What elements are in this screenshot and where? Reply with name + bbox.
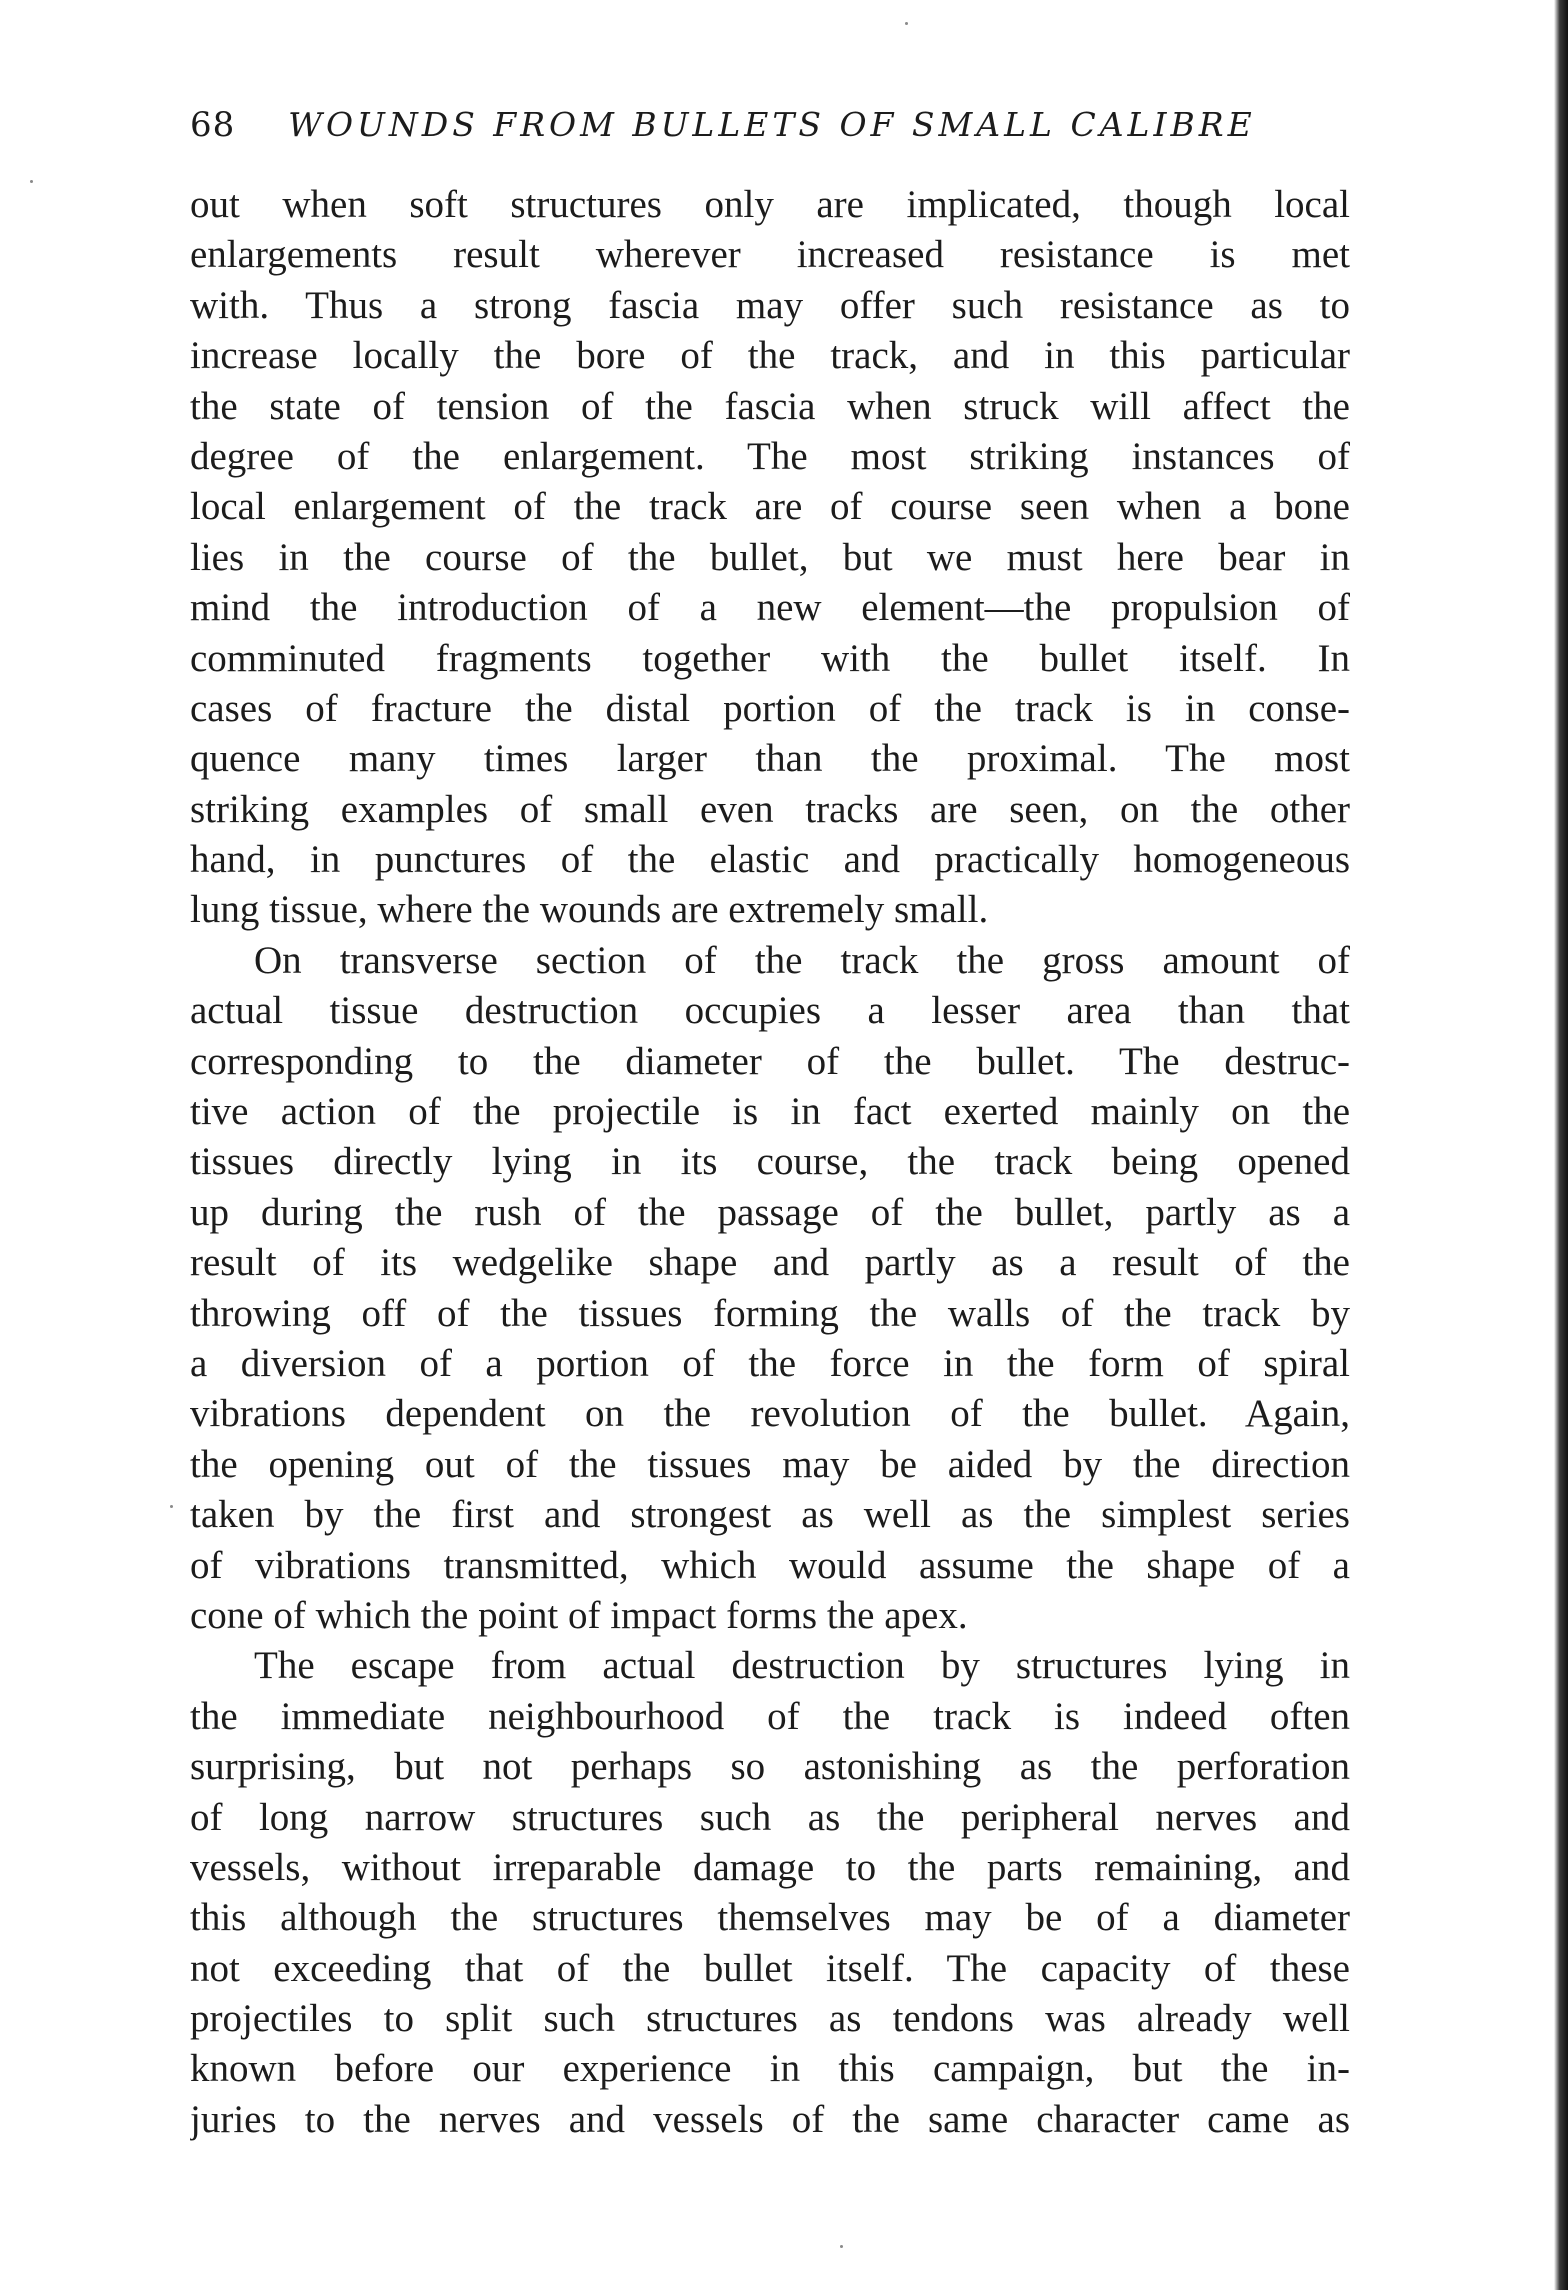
text-line: known before our experience in this campaign, but the in- xyxy=(190,2047,1350,2091)
text-line: surprising, but not perhaps so astonishing as the perforation xyxy=(190,1745,1350,1789)
text-line: lies in the course of the bullet, but we must here bear in xyxy=(190,535,1350,579)
text-line: On transverse section of the track the gross amount of xyxy=(254,938,1350,982)
text-line: the immediate neighbourhood of the track is indeed often xyxy=(190,1694,1350,1738)
text-line: degree of the enlargement. The most striking instances of xyxy=(190,434,1350,478)
text-line: cone of which the point of impact forms the apex. xyxy=(190,1593,968,1637)
text-line: the state of tension of the fascia when struck will affect the xyxy=(190,384,1350,428)
text-line: mind the introduction of a new element—the propulsion of xyxy=(190,586,1350,630)
running-title: WOUNDS FROM BULLETS OF SMALL CALIBRE xyxy=(288,105,1256,144)
text-line: increase locally the bore of the track, and in this particular xyxy=(190,334,1350,378)
text-line: actual tissue destruction occupies a lesser area than that xyxy=(190,989,1350,1033)
text-line: result of its wedgelike shape and partly as a result of the xyxy=(190,1241,1350,1285)
scan-speck xyxy=(840,2245,843,2248)
scan-speck xyxy=(30,180,33,183)
text-line: striking examples of small even tracks are seen, on the other xyxy=(190,787,1350,831)
text-line: a diversion of a portion of the force in the form of spiral xyxy=(190,1341,1350,1385)
scan-speck xyxy=(170,1505,173,1508)
text-line: throwing off of the tissues forming the walls of the track by xyxy=(190,1291,1350,1335)
body-text xyxy=(190,180,1350,2145)
text-line: vibrations dependent on the revolution of the bullet. Again, xyxy=(190,1392,1350,1436)
text-line: hand, in punctures of the elastic and practically homogeneous xyxy=(190,838,1350,882)
text-line: The escape from actual destruction by structures lying in xyxy=(254,1644,1350,1688)
text-line: out when soft structures only are implicated, though local xyxy=(190,183,1350,226)
text-line: tissues directly lying in its course, the track being opened xyxy=(190,1140,1350,1184)
text-line: taken by the first and strongest as well as the simplest series xyxy=(190,1493,1350,1537)
text-line: enlargements result wherever increased resistance is met xyxy=(190,233,1350,277)
text-line: cases of fracture the distal portion of the track is in conse- xyxy=(190,686,1350,730)
text-line: up during the rush of the passage of the bullet, partly as a xyxy=(190,1190,1350,1234)
scan-page-edge xyxy=(1554,0,1568,2290)
text-line: local enlargement of the track are of course seen when a bone xyxy=(190,485,1350,529)
text-line: juries to the nerves and vessels of the same character came as xyxy=(190,2097,1350,2141)
text-line: the opening out of the tissues may be aided by the direction xyxy=(190,1442,1350,1486)
text-line: quence many times larger than the proximal. The most xyxy=(190,737,1350,781)
text-line: corresponding to the diameter of the bullet. The destruc- xyxy=(190,1039,1350,1083)
text-line: of vibrations transmitted, which would assume the shape of a xyxy=(190,1543,1350,1587)
page-number: 68 xyxy=(190,105,236,145)
text-line: vessels, without irreparable damage to the parts remaining, and xyxy=(190,1845,1350,1889)
text-line: this although the structures themselves may be of a diameter xyxy=(190,1896,1350,1940)
page-header xyxy=(190,102,1350,148)
text-line: of long narrow structures such as the peripheral nerves and xyxy=(190,1795,1350,1839)
text-line: projectiles to split such structures as tendons was already well xyxy=(190,1997,1350,2041)
scan-speck xyxy=(905,22,908,25)
text-line: comminuted fragments together with the bullet itself. In xyxy=(190,636,1350,680)
text-line: tive action of the projectile is in fact exerted mainly on the xyxy=(190,1090,1350,1134)
text-line: with. Thus a strong fascia may offer such resistance as to xyxy=(190,283,1350,327)
text-line: not exceeding that of the bullet itself. The capacity of these xyxy=(190,1946,1350,1990)
text-line: lung tissue, where the wounds are extremely small. xyxy=(190,888,989,932)
